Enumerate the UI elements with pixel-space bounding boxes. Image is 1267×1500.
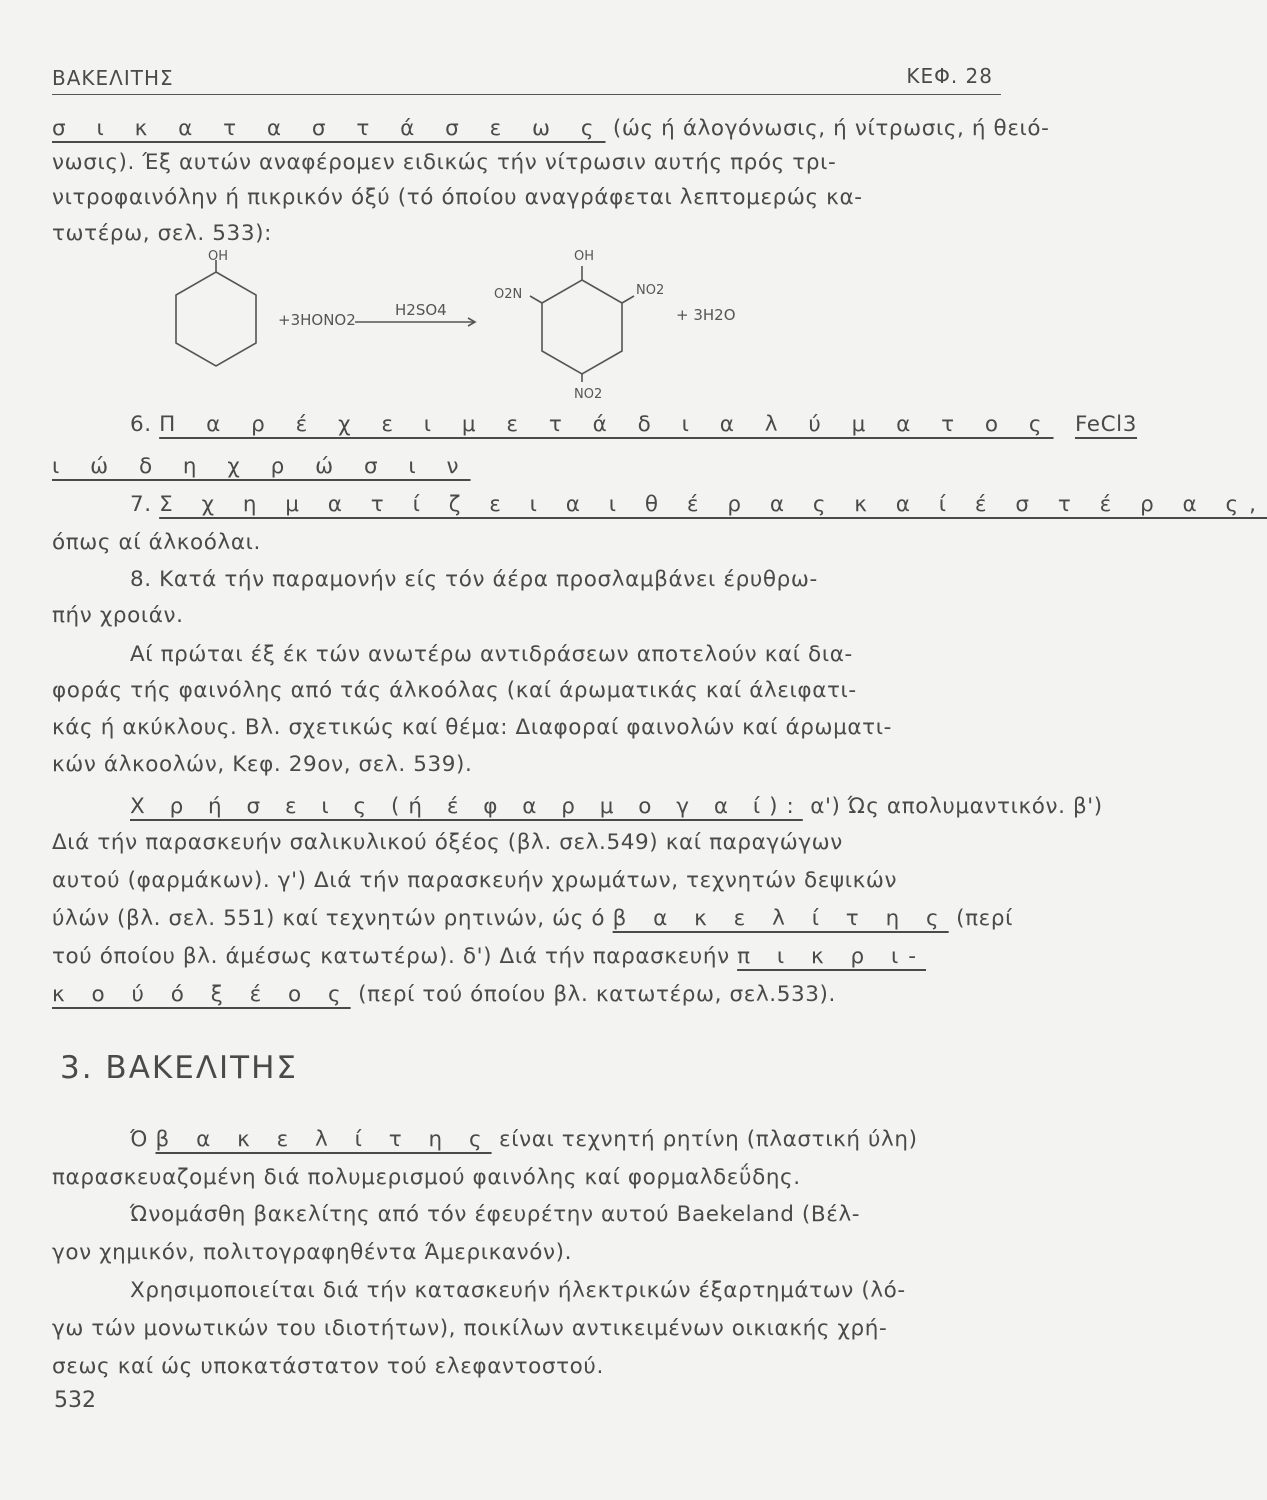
text-line bbox=[52, 114, 1050, 144]
text-line: γω τών μονωτικών του ιδιοτήτων), ποικίλων αντικειμένων οικιακής χρή- bbox=[52, 1316, 888, 1341]
running-header-title: ΒΑΚΕΛΙΤΗΣ bbox=[52, 66, 174, 90]
item-7-line bbox=[130, 490, 1267, 520]
text-line: αυτού (φαρμάκων). γ') Διά τήν παρασκευήν χρωμάτων, τεχνητών δεψικών bbox=[52, 868, 898, 893]
oh-label-left: OH bbox=[208, 249, 229, 264]
spaced-term: Χ ρ ή σ ε ι ς (ή έ φ α ρ μ ο γ α ί): bbox=[130, 794, 803, 819]
chemical-formula: FeCl3 bbox=[1074, 412, 1138, 437]
text-line bbox=[130, 1125, 1001, 1155]
uses-heading-line bbox=[130, 792, 1103, 822]
nitration-reaction-scheme bbox=[150, 250, 750, 400]
text-line: Χρησιμοποιείται διά τήν κατασκευήν ήλεκτρικών έξαρτημάτων (λό- bbox=[130, 1278, 906, 1303]
benzene-ring-left bbox=[176, 272, 256, 366]
text-line: φοράς τής φαινόλης από τάς άλκοόλας (καί άρωματικάς καί άλειφατι- bbox=[52, 678, 857, 703]
text-line: πήν χροιάν. bbox=[52, 603, 184, 628]
text-line: Ώνομάσθη βακελίτης από τόν έφευρέτην αυτού Baekeland (Βέλ- bbox=[130, 1202, 861, 1227]
text-line: τωτέρω, σελ. 533): bbox=[52, 221, 272, 246]
water-label: + 3H2O bbox=[676, 306, 736, 324]
spaced-term: π ι κ ρ ι- bbox=[737, 944, 927, 969]
text-line bbox=[52, 942, 1001, 972]
reagent-label: +3HONO2 bbox=[278, 311, 356, 329]
text-line: Αί πρώται έξ έκ τών ανωτέρω αντιδράσεων αποτελούν καί δια- bbox=[130, 642, 853, 667]
spaced-term: β α κ ε λ ί τ η ς bbox=[155, 1127, 492, 1152]
text-line bbox=[52, 904, 1013, 934]
no2-label-right: NO2 bbox=[636, 283, 665, 298]
text-line: κάς ή ακύκλους. Βλ. σχετικώς καί θέμα: Διαφοραί φαινολών καί άρωματι- bbox=[52, 715, 892, 740]
text-fragment: είναι τεχνητή ρητίνη (πλαστική ύλη) bbox=[491, 1127, 918, 1152]
text-line: σεως καί ώς υποκατάστατον τού ελεφαντοστού. bbox=[52, 1354, 604, 1379]
text-fragment: (περί τού όποίου βλ. κατωτέρω, σελ.533). bbox=[350, 982, 836, 1007]
item-6-line bbox=[130, 410, 1138, 440]
text-fragment: τού όποίου βλ. άμέσως κατωτέρω). δ') Διά τήν παρασκευήν bbox=[52, 944, 738, 969]
item-number: 6. bbox=[130, 412, 152, 437]
benzene-ring-right bbox=[542, 280, 622, 374]
section-title: 3. ΒΑΚΕΛΙΤΗΣ bbox=[60, 1050, 299, 1086]
spaced-term: β α κ ε λ ί τ η ς bbox=[612, 906, 949, 931]
item-8-line: 8. Κατά τήν παραμονήν είς τόν άέρα προσλαμβάνει έρυθρω- bbox=[130, 567, 818, 592]
spaced-term: Σ χ η μ α τ ί ζ ε ι α ι θ έ ρ α ς κ α ί έ σ τ έ ρ α ς, bbox=[159, 492, 1267, 517]
item-number: 7. bbox=[130, 492, 152, 517]
no2-label-bottom: NO2 bbox=[574, 387, 603, 402]
text-fragment: α') Ώς απολυμαντικόν. β') bbox=[802, 794, 1103, 819]
spaced-term: ι ώ δ η χ ρ ώ σ ι ν bbox=[52, 454, 471, 479]
text-line bbox=[52, 980, 1001, 1010]
text-fragment: Ό bbox=[130, 1127, 156, 1152]
spaced-term: σ ι κ α τ α σ τ ά σ ε ω ς bbox=[52, 116, 606, 141]
spaced-term: κ ο ύ ό ξ έ ο ς bbox=[52, 982, 351, 1007]
oh-label-right: OH bbox=[574, 249, 595, 264]
o2n-label: O2N bbox=[494, 287, 523, 302]
text-line bbox=[52, 452, 1001, 482]
catalyst-label: H2SO4 bbox=[395, 301, 447, 319]
text-line: κών άλκοολών, Κεφ. 29ον, σελ. 539). bbox=[52, 752, 473, 777]
text-line: γον χημικόν, πολιτογραφηθέντα Άμερικανόν). bbox=[52, 1240, 573, 1265]
text-fragment: ύλών (βλ. σελ. 551) καί τεχνητών ρητινών, ώς ό bbox=[52, 906, 613, 931]
spaced-term: Π α ρ έ χ ε ι μ ε τ ά δ ι α λ ύ μ α τ ο ς bbox=[159, 412, 1054, 437]
text-line: νιτροφαινόλην ή πικρικόν όξύ (τό όποίου αναγράφεται λεπτομερώς κα- bbox=[52, 185, 863, 210]
text-line: Διά τήν παρασκευήν σαλικυλικού όξέος (βλ. σελ.549) καί παραγώγων bbox=[52, 830, 843, 855]
text-line: νωσις). Έξ αυτών αναφέρομεν ειδικώς τήν νίτρωσιν αυτής πρός τρι- bbox=[52, 150, 837, 175]
chapter-label: ΚΕΦ. 28 bbox=[906, 64, 993, 88]
text-line: όπως αί άλκοόλαι. bbox=[52, 530, 261, 555]
page-number: 532 bbox=[54, 1388, 96, 1413]
header-rule bbox=[52, 94, 1001, 95]
text-fragment: (περί bbox=[948, 906, 1013, 931]
text-line: παρασκευαζομένη διά πολυμερισμού φαινόλης καί φορμαλδεΰδης. bbox=[52, 1165, 801, 1190]
text-fragment: (ώς ή άλογόνωσις, ή νίτρωσις, ή θειό- bbox=[605, 116, 1050, 141]
